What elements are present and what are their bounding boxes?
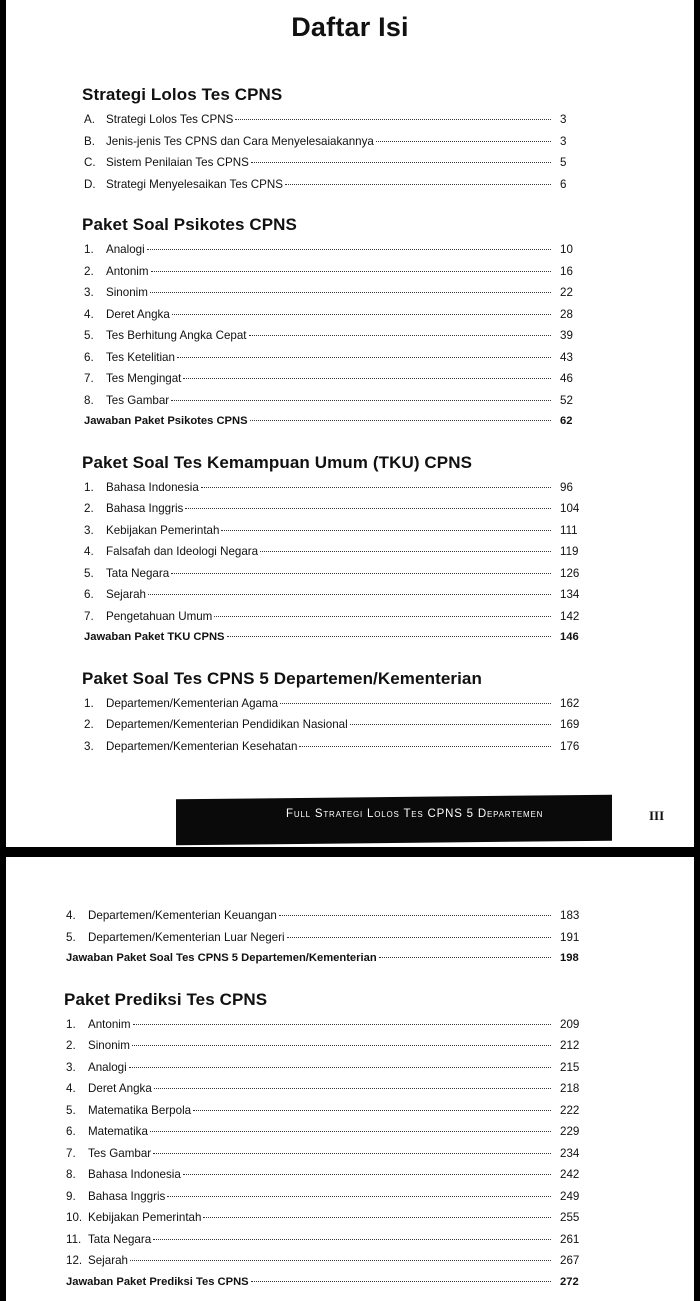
entry-page-number: 215 bbox=[560, 1060, 580, 1074]
entry-label: Tes Mengingat bbox=[106, 372, 182, 385]
dot-leader bbox=[130, 1259, 551, 1261]
entry-page-number: 126 bbox=[560, 566, 580, 580]
dot-leader bbox=[285, 183, 551, 185]
entry-label: Jawaban Paket Soal Tes CPNS 5 Departemen/Kementerian bbox=[66, 952, 377, 964]
entry-page-number: 111 bbox=[560, 523, 578, 537]
entry-page-number: 46 bbox=[560, 372, 573, 385]
dot-leader bbox=[299, 745, 551, 747]
entry-label: Departemen/Kementerian Luar Negeri bbox=[88, 930, 285, 944]
entry-number: 5. bbox=[66, 930, 76, 944]
dot-leader bbox=[150, 291, 551, 293]
toc-entry[interactable] bbox=[64, 948, 578, 970]
entry-number: 4. bbox=[66, 1082, 76, 1095]
entry-label: Analogi bbox=[88, 1060, 127, 1074]
toc-entry[interactable] bbox=[82, 520, 578, 542]
entry-number: 7. bbox=[66, 1146, 76, 1160]
toc-entry[interactable] bbox=[64, 1121, 578, 1143]
footer-running-title: Full Strategi Lolos Tes CPNS 5 Departemen bbox=[286, 808, 544, 820]
dot-leader bbox=[280, 702, 551, 704]
toc-entry[interactable] bbox=[82, 736, 578, 758]
toc-entry[interactable] bbox=[82, 325, 578, 347]
entry-number: 7. bbox=[84, 609, 94, 623]
entry-label: Departemen/Kementerian Keuangan bbox=[88, 909, 277, 922]
toc-entry[interactable] bbox=[82, 239, 578, 261]
entry-page-number: 39 bbox=[560, 329, 573, 342]
toc-section bbox=[82, 450, 578, 649]
toc-entry[interactable] bbox=[82, 304, 578, 326]
entry-number: 3. bbox=[66, 1060, 76, 1074]
entry-label: Pengetahuan Umum bbox=[106, 609, 213, 623]
toc-section bbox=[64, 987, 578, 1294]
entry-page-number: 134 bbox=[560, 588, 580, 601]
dot-leader bbox=[150, 1130, 551, 1132]
dot-leader bbox=[376, 140, 551, 142]
entry-page-number: 104 bbox=[560, 502, 580, 515]
entry-label: Strategi Menyelesaikan Tes CPNS bbox=[106, 177, 283, 191]
entry-page-number: 176 bbox=[560, 739, 580, 753]
dot-leader bbox=[167, 1195, 551, 1197]
entry-page-number: 10 bbox=[560, 243, 573, 256]
toc-entry[interactable] bbox=[82, 541, 578, 563]
toc-entry[interactable] bbox=[64, 1229, 578, 1251]
dot-leader bbox=[279, 914, 551, 916]
toc-entry[interactable] bbox=[82, 347, 578, 369]
dot-leader bbox=[235, 118, 551, 120]
toc-entry[interactable] bbox=[82, 174, 578, 196]
dot-leader bbox=[251, 1280, 551, 1282]
dot-leader bbox=[148, 593, 551, 595]
entry-number: 2. bbox=[84, 718, 94, 731]
entry-label: Tes Gambar bbox=[88, 1146, 152, 1160]
entry-number: 5. bbox=[66, 1103, 76, 1117]
entry-number: 9. bbox=[66, 1189, 76, 1203]
dot-leader bbox=[350, 723, 551, 725]
toc-entry[interactable] bbox=[82, 109, 578, 131]
toc-entry[interactable] bbox=[64, 905, 578, 927]
entry-page-number: 28 bbox=[560, 307, 573, 321]
entry-number: 6. bbox=[84, 350, 94, 364]
dot-leader bbox=[154, 1087, 551, 1089]
entry-page-number: 96 bbox=[560, 480, 573, 494]
entry-page-number: 255 bbox=[560, 1211, 580, 1224]
toc-entry[interactable] bbox=[82, 477, 578, 499]
entry-page-number: 52 bbox=[560, 393, 573, 407]
entry-label: Antonim bbox=[106, 264, 149, 278]
toc-entry[interactable] bbox=[82, 563, 578, 585]
entry-number: 6. bbox=[84, 588, 94, 601]
toc-entry[interactable] bbox=[64, 1250, 578, 1272]
entry-number: 2. bbox=[66, 1039, 76, 1052]
entry-page-number: 249 bbox=[560, 1189, 580, 1203]
entry-label: Jawaban Paket Prediksi Tes CPNS bbox=[66, 1275, 249, 1288]
toc-entry[interactable] bbox=[82, 627, 578, 649]
toc-entry[interactable] bbox=[82, 152, 578, 174]
toc-section bbox=[82, 666, 578, 758]
dot-leader bbox=[227, 635, 551, 637]
entry-label: Antonim bbox=[88, 1017, 131, 1031]
section-title: Strategi Lolos Tes CPNS bbox=[82, 85, 283, 104]
entry-label: Bahasa Inggris bbox=[106, 502, 184, 515]
entry-number: 8. bbox=[66, 1168, 76, 1181]
dot-leader bbox=[132, 1044, 551, 1046]
dot-leader bbox=[129, 1066, 551, 1068]
toc-entry[interactable] bbox=[82, 368, 578, 390]
toc-entry[interactable] bbox=[82, 714, 578, 736]
entry-page-number: 6 bbox=[560, 177, 567, 191]
entry-label: Kebijakan Pemerintah bbox=[106, 523, 220, 537]
dot-leader bbox=[249, 334, 551, 336]
entry-label: Matematika Berpola bbox=[88, 1103, 192, 1117]
entry-page-number: 191 bbox=[560, 930, 580, 944]
entry-number: 3. bbox=[84, 523, 94, 537]
entry-page-number: 242 bbox=[560, 1168, 580, 1181]
entry-page-number: 229 bbox=[560, 1125, 580, 1138]
entry-number: 10. bbox=[66, 1211, 83, 1224]
entry-label: Sinonim bbox=[106, 286, 148, 299]
dot-leader bbox=[203, 1216, 551, 1218]
entry-number: 3. bbox=[84, 286, 94, 299]
entry-number: 1. bbox=[84, 696, 94, 710]
entry-label: Kebijakan Pemerintah bbox=[88, 1211, 202, 1224]
toc-list bbox=[82, 82, 578, 774]
dot-leader bbox=[260, 550, 551, 552]
dot-leader bbox=[183, 1173, 551, 1175]
entry-page-number: 222 bbox=[560, 1103, 580, 1117]
dot-leader bbox=[153, 1152, 551, 1154]
toc-entry[interactable] bbox=[64, 1272, 578, 1294]
entry-label: Tata Negara bbox=[88, 1232, 152, 1246]
entry-page-number: 5 bbox=[560, 156, 567, 169]
dot-leader bbox=[185, 507, 551, 509]
entry-label: Departemen/Kementerian Agama bbox=[106, 696, 279, 710]
dot-leader bbox=[287, 936, 551, 938]
entry-number: 12. bbox=[66, 1254, 83, 1267]
entry-number: 2. bbox=[84, 502, 94, 515]
entry-page-number: 119 bbox=[560, 545, 579, 558]
entry-number: 11. bbox=[66, 1232, 82, 1246]
entry-label: Sejarah bbox=[106, 588, 146, 601]
toc-entry[interactable] bbox=[82, 606, 578, 628]
dot-leader bbox=[151, 270, 551, 272]
entry-number: 2. bbox=[84, 264, 94, 278]
entry-page-number: 267 bbox=[560, 1254, 580, 1267]
toc-entry[interactable] bbox=[64, 1078, 578, 1100]
toc-entry[interactable] bbox=[82, 282, 578, 304]
entry-label: Analogi bbox=[106, 243, 145, 256]
dot-leader bbox=[379, 956, 551, 958]
toc-entry[interactable] bbox=[82, 411, 578, 433]
entry-page-number: 198 bbox=[560, 952, 579, 964]
toc-entry[interactable] bbox=[82, 693, 578, 715]
dot-leader bbox=[171, 399, 551, 401]
dot-leader bbox=[177, 356, 551, 358]
page-title: Daftar Isi bbox=[291, 12, 409, 42]
entry-number: 6. bbox=[66, 1125, 76, 1138]
entry-number: A. bbox=[84, 113, 95, 126]
entry-number: 4. bbox=[84, 307, 94, 321]
toc-entry[interactable] bbox=[64, 927, 578, 949]
entry-label: Jawaban Paket TKU CPNS bbox=[84, 631, 225, 643]
toc-entry[interactable] bbox=[64, 1164, 578, 1186]
entry-label: Jawaban Paket Psikotes CPNS bbox=[84, 415, 248, 427]
entry-number: B. bbox=[84, 134, 95, 148]
toc-entry[interactable] bbox=[82, 390, 578, 412]
entry-page-number: 3 bbox=[560, 134, 567, 148]
entry-page-number: 212 bbox=[560, 1039, 580, 1052]
entry-label: Tes Gambar bbox=[106, 393, 170, 407]
toc-entry[interactable] bbox=[82, 498, 578, 520]
dot-leader bbox=[214, 615, 551, 617]
entry-label: Sistem Penilaian Tes CPNS bbox=[106, 156, 249, 169]
entry-label: Jenis-jenis Tes CPNS dan Cara Menyelesaiakannya bbox=[106, 134, 374, 148]
entry-page-number: 62 bbox=[560, 415, 573, 427]
entry-number: 3. bbox=[84, 739, 94, 753]
dot-leader bbox=[183, 377, 551, 379]
entry-label: Matematika bbox=[88, 1125, 148, 1138]
toc-entry[interactable] bbox=[82, 584, 578, 606]
toc-entry[interactable] bbox=[64, 1186, 578, 1208]
entry-number: 1. bbox=[84, 243, 94, 256]
entry-label: Tes Berhitung Angka Cepat bbox=[106, 329, 247, 342]
dot-leader bbox=[147, 248, 551, 250]
dot-leader bbox=[172, 313, 551, 315]
entry-page-number: 209 bbox=[560, 1017, 580, 1031]
entry-page-number: 22 bbox=[560, 286, 573, 299]
toc-entry[interactable] bbox=[82, 261, 578, 283]
entry-page-number: 169 bbox=[560, 718, 580, 731]
entry-number: 1. bbox=[66, 1017, 76, 1031]
entry-page-number: 162 bbox=[560, 696, 580, 710]
entry-label: Bahasa Indonesia bbox=[106, 480, 199, 494]
entry-page-number: 142 bbox=[560, 609, 580, 623]
entry-number: 8. bbox=[84, 393, 94, 407]
entry-page-number: 183 bbox=[560, 909, 580, 922]
entry-number: 4. bbox=[66, 909, 76, 922]
toc-page-2 bbox=[6, 857, 694, 1301]
toc-entry[interactable] bbox=[64, 1143, 578, 1165]
entry-label: Tata Negara bbox=[106, 566, 170, 580]
entry-number: C. bbox=[84, 156, 96, 169]
toc-entry[interactable] bbox=[64, 1057, 578, 1079]
entry-label: Bahasa Inggris bbox=[88, 1189, 166, 1203]
entry-number: D. bbox=[84, 177, 96, 191]
entry-page-number: 261 bbox=[560, 1232, 580, 1246]
toc-section bbox=[64, 905, 578, 970]
entry-label: Deret Angka bbox=[106, 307, 170, 321]
entry-page-number: 234 bbox=[560, 1146, 580, 1160]
dot-leader bbox=[201, 486, 551, 488]
toc-list bbox=[64, 905, 578, 1301]
dot-leader bbox=[171, 572, 551, 574]
dot-leader bbox=[193, 1109, 551, 1111]
section-title: Paket Soal Tes CPNS 5 Departemen/Kementerian bbox=[82, 668, 482, 688]
toc-entry[interactable] bbox=[64, 1100, 578, 1122]
footer-band bbox=[176, 795, 612, 846]
entry-label: Strategi Lolos Tes CPNS bbox=[106, 113, 234, 126]
dot-leader bbox=[250, 419, 551, 421]
toc-section bbox=[82, 82, 578, 195]
entry-label: Deret Angka bbox=[88, 1082, 152, 1095]
page-number: III bbox=[649, 808, 665, 823]
dot-leader bbox=[251, 161, 551, 163]
dot-leader bbox=[221, 529, 551, 531]
entry-label: Departemen/Kementerian Kesehatan bbox=[106, 739, 298, 753]
section-title: Paket Soal Psikotes CPNS bbox=[82, 215, 297, 234]
entry-number: 5. bbox=[84, 329, 94, 342]
entry-label: Departemen/Kementerian Pendidikan Nasional bbox=[106, 718, 348, 731]
entry-label: Tes Ketelitian bbox=[106, 350, 175, 364]
entry-page-number: 43 bbox=[560, 350, 573, 364]
entry-page-number: 218 bbox=[560, 1082, 580, 1095]
entry-page-number: 3 bbox=[560, 113, 567, 126]
entry-label: Falsafah dan Ideologi Negara bbox=[106, 545, 259, 558]
entry-number: 1. bbox=[84, 480, 94, 494]
entry-number: 4. bbox=[84, 545, 94, 558]
entry-number: 5. bbox=[84, 566, 94, 580]
dot-leader bbox=[133, 1023, 551, 1025]
dot-leader bbox=[153, 1238, 551, 1240]
toc-entry[interactable] bbox=[64, 1035, 578, 1057]
toc-section bbox=[82, 212, 578, 433]
toc-entry[interactable] bbox=[64, 1014, 578, 1036]
toc-entry[interactable] bbox=[64, 1207, 578, 1229]
entry-label: Sinonim bbox=[88, 1039, 130, 1052]
entry-label: Bahasa Indonesia bbox=[88, 1168, 181, 1181]
entry-page-number: 16 bbox=[560, 264, 573, 278]
entry-page-number: 272 bbox=[560, 1275, 579, 1288]
toc-entry[interactable] bbox=[82, 131, 578, 153]
entry-label: Sejarah bbox=[88, 1254, 128, 1267]
entry-page-number: 146 bbox=[560, 631, 579, 643]
entry-number: 7. bbox=[84, 372, 94, 385]
toc-page-1 bbox=[6, 0, 694, 847]
section-title: Paket Soal Tes Kemampuan Umum (TKU) CPNS bbox=[82, 452, 473, 472]
section-title: Paket Prediksi Tes CPNS bbox=[64, 989, 268, 1009]
